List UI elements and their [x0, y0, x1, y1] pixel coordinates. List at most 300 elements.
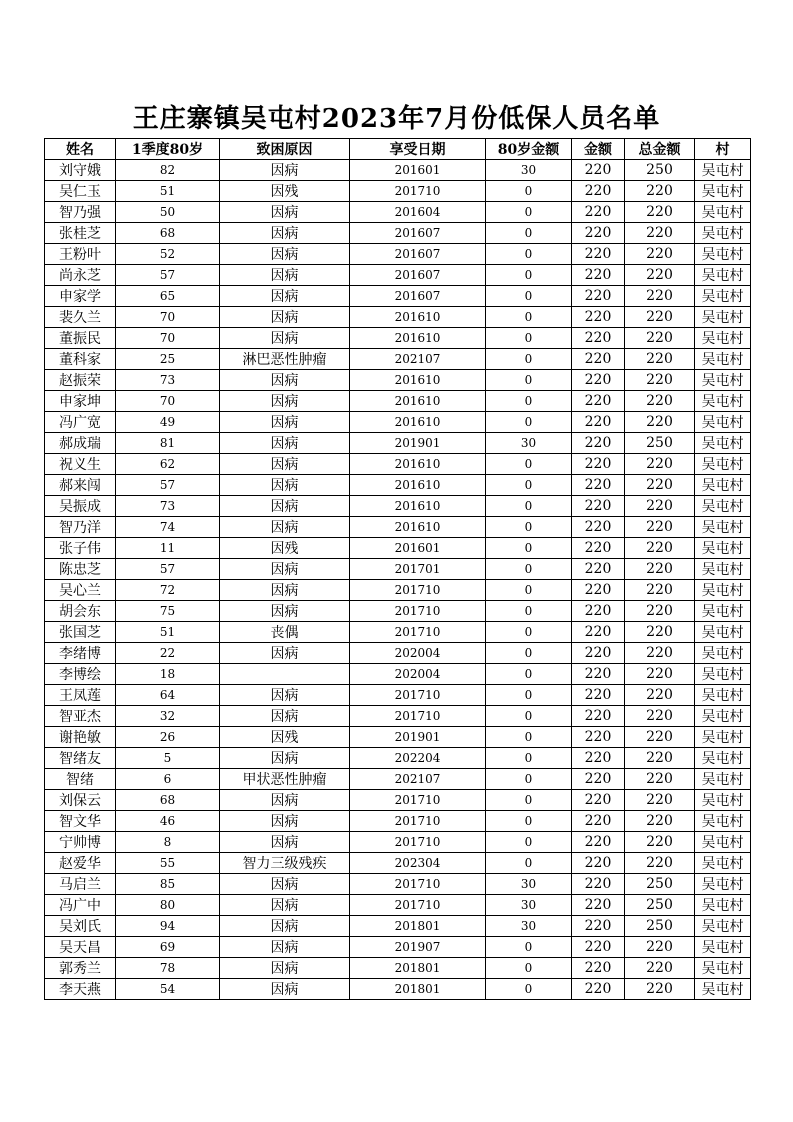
- cell-village: 吴屯村: [695, 706, 751, 727]
- cell-name: 郝来闯: [45, 475, 116, 496]
- cell-amount: 220: [572, 202, 625, 223]
- cell-total: 220: [625, 685, 695, 706]
- cell-80-amount: 0: [486, 328, 572, 349]
- cell-amount: 220: [572, 517, 625, 538]
- cell-amount: 220: [572, 349, 625, 370]
- cell-80-amount: 0: [486, 643, 572, 664]
- cell-village: 吴屯村: [695, 286, 751, 307]
- cell-80-amount: 0: [486, 748, 572, 769]
- cell-age: 70: [116, 328, 220, 349]
- cell-amount: 220: [572, 643, 625, 664]
- cell-total: 220: [625, 622, 695, 643]
- cell-80-amount: 30: [486, 895, 572, 916]
- cell-date: 202004: [350, 643, 486, 664]
- cell-name: 郝成瑞: [45, 433, 116, 454]
- cell-name: 李博绘: [45, 664, 116, 685]
- cell-name: 董科家: [45, 349, 116, 370]
- cell-total: 220: [625, 265, 695, 286]
- page-title: 王庄寨镇吴屯村2023年7月份低保人员名单: [132, 104, 661, 134]
- table-row: [45, 496, 751, 517]
- cell-amount: 220: [572, 265, 625, 286]
- cell-amount: 220: [572, 328, 625, 349]
- cell-name: 张桂芝: [45, 223, 116, 244]
- cell-village: 吴屯村: [695, 349, 751, 370]
- table-row: [45, 853, 751, 874]
- cell-reason: 因病: [220, 244, 350, 265]
- cell-village: 吴屯村: [695, 622, 751, 643]
- cell-total: 220: [625, 391, 695, 412]
- cell-reason: 因病: [220, 307, 350, 328]
- cell-total: 250: [625, 160, 695, 181]
- cell-date: 201710: [350, 580, 486, 601]
- cell-total: 220: [625, 475, 695, 496]
- cell-amount: 220: [572, 223, 625, 244]
- cell-reason: 因病: [220, 391, 350, 412]
- cell-name: 尚永芝: [45, 265, 116, 286]
- cell-reason: 因病: [220, 601, 350, 622]
- cell-age: 57: [116, 475, 220, 496]
- cell-total: 220: [625, 979, 695, 1000]
- cell-total: 250: [625, 874, 695, 895]
- cell-village: 吴屯村: [695, 370, 751, 391]
- cell-village: 吴屯村: [695, 391, 751, 412]
- cell-date: 202204: [350, 748, 486, 769]
- cell-reason: 因病: [220, 937, 350, 958]
- cell-name: 王凤莲: [45, 685, 116, 706]
- cell-date: 201610: [350, 307, 486, 328]
- cell-age: 18: [116, 664, 220, 685]
- cell-reason: 因病: [220, 370, 350, 391]
- cell-name: 刘守娥: [45, 160, 116, 181]
- table-row: [45, 454, 751, 475]
- cell-village: 吴屯村: [695, 202, 751, 223]
- cell-amount: 220: [572, 475, 625, 496]
- cell-age: 70: [116, 307, 220, 328]
- cell-village: 吴屯村: [695, 664, 751, 685]
- cell-date: 201801: [350, 979, 486, 1000]
- cell-date: 202107: [350, 769, 486, 790]
- cell-amount: 220: [572, 958, 625, 979]
- cell-village: 吴屯村: [695, 643, 751, 664]
- cell-80-amount: 0: [486, 391, 572, 412]
- cell-age: 62: [116, 454, 220, 475]
- cell-date: 201710: [350, 874, 486, 895]
- cell-80-amount: 30: [486, 433, 572, 454]
- cell-name: 冯广中: [45, 895, 116, 916]
- cell-name: 谢艳敏: [45, 727, 116, 748]
- cell-age: 11: [116, 538, 220, 559]
- cell-name: 祝义生: [45, 454, 116, 475]
- cell-age: 50: [116, 202, 220, 223]
- cell-reason: 因病: [220, 811, 350, 832]
- cell-village: 吴屯村: [695, 433, 751, 454]
- cell-age: 32: [116, 706, 220, 727]
- cell-80-amount: 0: [486, 832, 572, 853]
- cell-name: 智绪友: [45, 748, 116, 769]
- cell-village: 吴屯村: [695, 160, 751, 181]
- cell-age: 65: [116, 286, 220, 307]
- table-row: [45, 580, 751, 601]
- cell-age: 70: [116, 391, 220, 412]
- cell-village: 吴屯村: [695, 265, 751, 286]
- cell-date: 201610: [350, 391, 486, 412]
- cell-name: 赵爱华: [45, 853, 116, 874]
- cell-reason: 因病: [220, 685, 350, 706]
- table-row: [45, 727, 751, 748]
- cell-80-amount: 0: [486, 580, 572, 601]
- cell-age: 81: [116, 433, 220, 454]
- cell-80-amount: 0: [486, 958, 572, 979]
- cell-date: 201610: [350, 328, 486, 349]
- cell-80-amount: 0: [486, 223, 572, 244]
- cell-village: 吴屯村: [695, 769, 751, 790]
- cell-reason: 因病: [220, 412, 350, 433]
- cell-age: 46: [116, 811, 220, 832]
- cell-total: 220: [625, 328, 695, 349]
- low-income-table: [44, 138, 751, 1000]
- cell-reason: 因残: [220, 538, 350, 559]
- cell-reason: 因残: [220, 181, 350, 202]
- cell-date: 201601: [350, 160, 486, 181]
- cell-80-amount: 0: [486, 370, 572, 391]
- cell-amount: 220: [572, 244, 625, 265]
- table-row: [45, 874, 751, 895]
- cell-village: 吴屯村: [695, 244, 751, 265]
- cell-date: 201710: [350, 622, 486, 643]
- table-row: [45, 748, 751, 769]
- cell-80-amount: 0: [486, 727, 572, 748]
- cell-age: 85: [116, 874, 220, 895]
- cell-80-amount: 0: [486, 811, 572, 832]
- table-row: [45, 223, 751, 244]
- cell-village: 吴屯村: [695, 454, 751, 475]
- cell-amount: 220: [572, 580, 625, 601]
- cell-reason: 因病: [220, 580, 350, 601]
- cell-amount: 220: [572, 706, 625, 727]
- cell-amount: 220: [572, 412, 625, 433]
- cell-amount: 220: [572, 370, 625, 391]
- cell-date: 201610: [350, 475, 486, 496]
- cell-age: 82: [116, 160, 220, 181]
- cell-80-amount: 0: [486, 349, 572, 370]
- cell-date: 201610: [350, 496, 486, 517]
- cell-80-amount: 0: [486, 496, 572, 517]
- cell-village: 吴屯村: [695, 979, 751, 1000]
- cell-date: 201610: [350, 454, 486, 475]
- cell-80-amount: 30: [486, 160, 572, 181]
- table-row: [45, 433, 751, 454]
- cell-amount: 220: [572, 454, 625, 475]
- cell-reason: 淋巴恶性肿瘤: [220, 349, 350, 370]
- table-row: [45, 937, 751, 958]
- cell-village: 吴屯村: [695, 958, 751, 979]
- cell-age: 51: [116, 622, 220, 643]
- cell-reason: 因病: [220, 202, 350, 223]
- cell-80-amount: 0: [486, 307, 572, 328]
- table-row: [45, 370, 751, 391]
- cell-reason: 甲状恶性肿瘤: [220, 769, 350, 790]
- cell-80-amount: 0: [486, 475, 572, 496]
- cell-date: 201607: [350, 223, 486, 244]
- cell-reason: 因病: [220, 979, 350, 1000]
- cell-age: 64: [116, 685, 220, 706]
- header-total: 总金额: [625, 139, 695, 160]
- cell-village: 吴屯村: [695, 832, 751, 853]
- cell-village: 吴屯村: [695, 559, 751, 580]
- cell-village: 吴屯村: [695, 685, 751, 706]
- cell-date: 201801: [350, 916, 486, 937]
- table-row: [45, 769, 751, 790]
- cell-age: 73: [116, 496, 220, 517]
- cell-reason: 丧偶: [220, 622, 350, 643]
- cell-amount: 220: [572, 979, 625, 1000]
- header-amount: 金额: [572, 139, 625, 160]
- cell-total: 220: [625, 538, 695, 559]
- table-row: [45, 307, 751, 328]
- cell-reason: 因病: [220, 895, 350, 916]
- cell-name: 智绪: [45, 769, 116, 790]
- header-date: 享受日期: [350, 139, 486, 160]
- table-row: [45, 160, 751, 181]
- cell-total: 220: [625, 454, 695, 475]
- cell-age: 26: [116, 727, 220, 748]
- cell-date: 201710: [350, 181, 486, 202]
- cell-age: 55: [116, 853, 220, 874]
- cell-80-amount: 0: [486, 202, 572, 223]
- cell-village: 吴屯村: [695, 727, 751, 748]
- table-row: [45, 286, 751, 307]
- cell-reason: 因病: [220, 706, 350, 727]
- cell-reason: 因病: [220, 832, 350, 853]
- cell-name: 胡会东: [45, 601, 116, 622]
- cell-village: 吴屯村: [695, 937, 751, 958]
- cell-age: 80: [116, 895, 220, 916]
- cell-reason: 因病: [220, 643, 350, 664]
- cell-age: 72: [116, 580, 220, 601]
- header-name: 姓名: [45, 139, 116, 160]
- cell-village: 吴屯村: [695, 790, 751, 811]
- cell-date: 201710: [350, 601, 486, 622]
- cell-date: 201901: [350, 727, 486, 748]
- cell-date: 201607: [350, 244, 486, 265]
- cell-date: 201710: [350, 832, 486, 853]
- cell-amount: 220: [572, 916, 625, 937]
- table-row: [45, 517, 751, 538]
- cell-village: 吴屯村: [695, 307, 751, 328]
- cell-amount: 220: [572, 727, 625, 748]
- table-row: [45, 601, 751, 622]
- cell-amount: 220: [572, 181, 625, 202]
- cell-reason: 因病: [220, 559, 350, 580]
- cell-name: 张子伟: [45, 538, 116, 559]
- cell-age: 49: [116, 412, 220, 433]
- cell-village: 吴屯村: [695, 853, 751, 874]
- cell-amount: 220: [572, 874, 625, 895]
- cell-total: 220: [625, 706, 695, 727]
- cell-reason: 因病: [220, 433, 350, 454]
- cell-age: 74: [116, 517, 220, 538]
- cell-age: 75: [116, 601, 220, 622]
- cell-village: 吴屯村: [695, 412, 751, 433]
- cell-age: 73: [116, 370, 220, 391]
- table-row: [45, 979, 751, 1000]
- table-row: [45, 412, 751, 433]
- cell-name: 刘保云: [45, 790, 116, 811]
- cell-total: 220: [625, 748, 695, 769]
- cell-total: 220: [625, 286, 695, 307]
- header-reason: 致困原因: [220, 139, 350, 160]
- table-row: [45, 958, 751, 979]
- cell-village: 吴屯村: [695, 811, 751, 832]
- cell-name: 宁帅博: [45, 832, 116, 853]
- cell-amount: 220: [572, 433, 625, 454]
- cell-date: 201610: [350, 517, 486, 538]
- cell-village: 吴屯村: [695, 601, 751, 622]
- cell-name: 智文华: [45, 811, 116, 832]
- cell-age: 57: [116, 559, 220, 580]
- cell-total: 220: [625, 664, 695, 685]
- cell-date: 201710: [350, 895, 486, 916]
- cell-age: 25: [116, 349, 220, 370]
- cell-date: 201907: [350, 937, 486, 958]
- cell-name: 申家坤: [45, 391, 116, 412]
- cell-reason: 因病: [220, 160, 350, 181]
- table-row: [45, 328, 751, 349]
- cell-80-amount: 0: [486, 454, 572, 475]
- cell-80-amount: 0: [486, 853, 572, 874]
- cell-reason: 因病: [220, 328, 350, 349]
- cell-total: 220: [625, 202, 695, 223]
- cell-name: 马启兰: [45, 874, 116, 895]
- cell-age: 6: [116, 769, 220, 790]
- cell-village: 吴屯村: [695, 328, 751, 349]
- cell-reason: 因病: [220, 958, 350, 979]
- cell-reason: 因病: [220, 286, 350, 307]
- cell-name: 申家学: [45, 286, 116, 307]
- cell-age: 54: [116, 979, 220, 1000]
- cell-name: 智乃洋: [45, 517, 116, 538]
- cell-name: 裴久兰: [45, 307, 116, 328]
- cell-age: 78: [116, 958, 220, 979]
- cell-village: 吴屯村: [695, 580, 751, 601]
- cell-date: 202004: [350, 664, 486, 685]
- cell-age: 57: [116, 265, 220, 286]
- cell-name: 智乃强: [45, 202, 116, 223]
- cell-age: 69: [116, 937, 220, 958]
- table-row: [45, 832, 751, 853]
- cell-total: 220: [625, 937, 695, 958]
- header-village: 村: [695, 139, 751, 160]
- cell-age: 22: [116, 643, 220, 664]
- cell-total: 220: [625, 517, 695, 538]
- cell-village: 吴屯村: [695, 916, 751, 937]
- cell-date: 201801: [350, 958, 486, 979]
- cell-amount: 220: [572, 601, 625, 622]
- cell-date: 201710: [350, 790, 486, 811]
- cell-80-amount: 0: [486, 559, 572, 580]
- cell-80-amount: 0: [486, 979, 572, 1000]
- cell-80-amount: 0: [486, 181, 572, 202]
- cell-amount: 220: [572, 685, 625, 706]
- header-age: 1季度80岁: [116, 139, 220, 160]
- cell-amount: 220: [572, 811, 625, 832]
- table-row: [45, 349, 751, 370]
- table-row: [45, 811, 751, 832]
- cell-name: 李天燕: [45, 979, 116, 1000]
- cell-total: 250: [625, 916, 695, 937]
- table-row: [45, 664, 751, 685]
- cell-name: 赵振荣: [45, 370, 116, 391]
- cell-date: 201901: [350, 433, 486, 454]
- cell-amount: 220: [572, 160, 625, 181]
- cell-village: 吴屯村: [695, 517, 751, 538]
- table-row: [45, 244, 751, 265]
- cell-reason: 智力三级残疾: [220, 853, 350, 874]
- cell-name: 李绪博: [45, 643, 116, 664]
- cell-total: 220: [625, 727, 695, 748]
- cell-80-amount: 0: [486, 517, 572, 538]
- cell-reason: 因病: [220, 496, 350, 517]
- cell-amount: 220: [572, 286, 625, 307]
- cell-amount: 220: [572, 307, 625, 328]
- table-row: [45, 622, 751, 643]
- cell-80-amount: 30: [486, 916, 572, 937]
- cell-80-amount: 0: [486, 265, 572, 286]
- cell-amount: 220: [572, 538, 625, 559]
- cell-total: 220: [625, 370, 695, 391]
- cell-80-amount: 0: [486, 769, 572, 790]
- cell-name: 智亚杰: [45, 706, 116, 727]
- cell-total: 220: [625, 181, 695, 202]
- cell-reason: 因病: [220, 874, 350, 895]
- cell-amount: 220: [572, 937, 625, 958]
- cell-date: 202304: [350, 853, 486, 874]
- cell-name: 张国芝: [45, 622, 116, 643]
- cell-village: 吴屯村: [695, 496, 751, 517]
- cell-name: 吴仁玉: [45, 181, 116, 202]
- cell-80-amount: 0: [486, 244, 572, 265]
- cell-village: 吴屯村: [695, 748, 751, 769]
- cell-amount: 220: [572, 895, 625, 916]
- table-row: [45, 391, 751, 412]
- cell-80-amount: 0: [486, 286, 572, 307]
- cell-village: 吴屯村: [695, 475, 751, 496]
- cell-amount: 220: [572, 790, 625, 811]
- cell-date: 201710: [350, 685, 486, 706]
- cell-total: 220: [625, 958, 695, 979]
- cell-age: 52: [116, 244, 220, 265]
- cell-village: 吴屯村: [695, 538, 751, 559]
- cell-total: 250: [625, 895, 695, 916]
- cell-name: 董振民: [45, 328, 116, 349]
- table-row: [45, 643, 751, 664]
- cell-total: 220: [625, 244, 695, 265]
- cell-age: 68: [116, 223, 220, 244]
- cell-age: 51: [116, 181, 220, 202]
- cell-80-amount: 0: [486, 538, 572, 559]
- cell-age: 8: [116, 832, 220, 853]
- table-row: [45, 181, 751, 202]
- cell-amount: 220: [572, 769, 625, 790]
- cell-80-amount: 0: [486, 622, 572, 643]
- cell-date: 201607: [350, 286, 486, 307]
- cell-total: 220: [625, 601, 695, 622]
- cell-80-amount: 0: [486, 790, 572, 811]
- cell-age: 5: [116, 748, 220, 769]
- table-row: [45, 265, 751, 286]
- cell-date: 201601: [350, 538, 486, 559]
- cell-total: 250: [625, 433, 695, 454]
